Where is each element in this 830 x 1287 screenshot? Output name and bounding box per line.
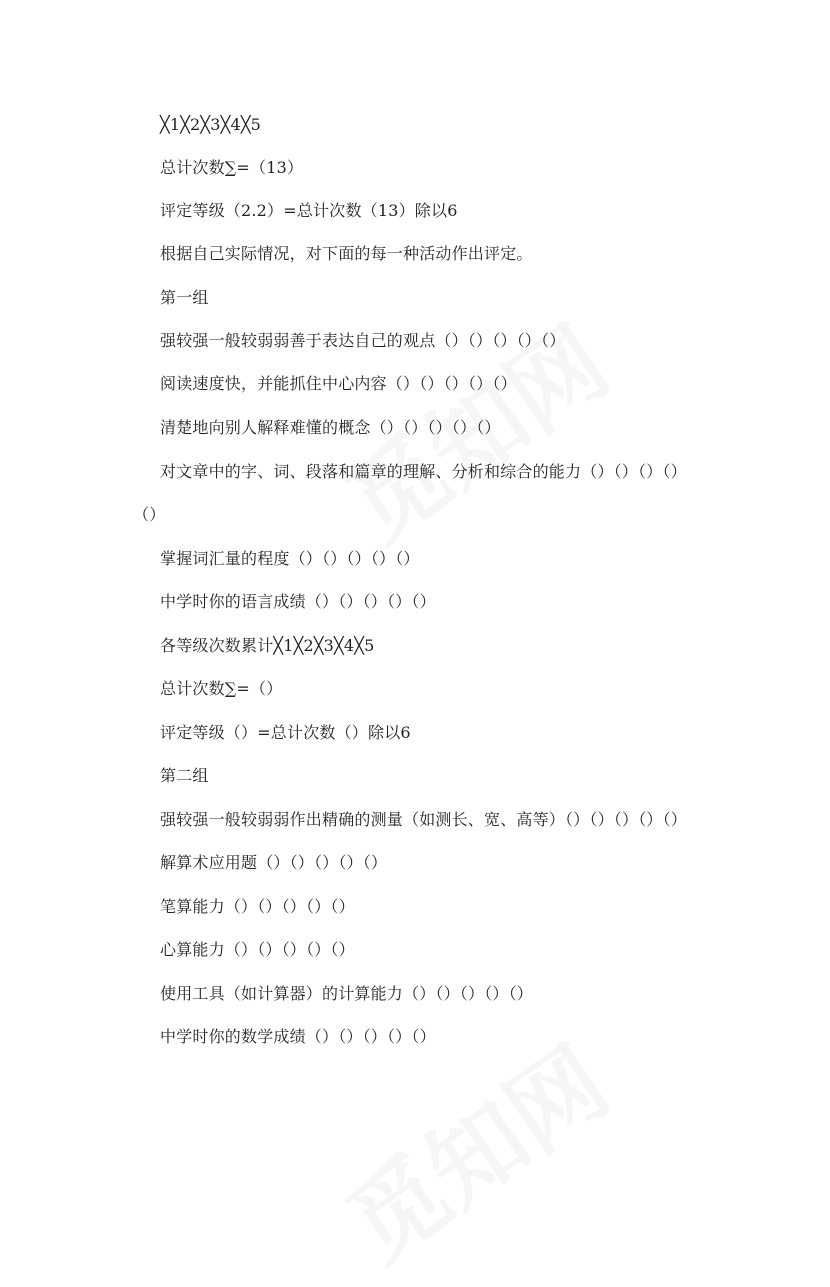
text-line: 总计次数∑=（） (160, 679, 283, 698)
text-line: 强较强一般较弱弱作出精确的测量（如测长、宽、高等）（）（）（）（）（） (160, 810, 688, 829)
text-line: 清楚地向别人解释难懂的概念（）（）（）（）（） (160, 418, 501, 437)
text-line: 对文章中的字、词、段落和篇章的理解、分析和综合的能力（）（）（）（） (160, 462, 687, 481)
text-line: 各等级次数累计╳1╳2╳3╳4╳5 (160, 636, 375, 655)
section-heading: 第二组 (160, 766, 209, 785)
text-line: 根据自己实际情况，对下面的每一种活动作出评定。 (160, 244, 533, 263)
text-line: 中学时你的语言成绩（）（）（）（）（） (160, 592, 436, 611)
text-line: 掌握词汇量的程度（）（）（）（）（） (160, 549, 420, 568)
watermark (317, 1010, 631, 1287)
text-line: 总计次数∑=（13） (160, 158, 304, 177)
text-line: 评定等级（2.2）=总计次数（13）除以6 (160, 201, 458, 220)
text-line: 中学时你的数学成绩（）（）（）（）（） (160, 1027, 436, 1046)
text-line: 阅读速度快，并能抓住中心内容（）（）（）（）（） (160, 374, 517, 393)
text-line: 解算术应用题（）（）（）（）（） (160, 853, 388, 872)
text-line: 笔算能力（）（）（）（）（） (160, 897, 355, 916)
text-line: 强较强一般较弱弱善于表达自己的观点（）（）（）（）（） (160, 331, 566, 350)
text-line: 评定等级（）=总计次数（）除以6 (160, 723, 411, 742)
text-line: 使用工具（如计算器）的计算能力（）（）（）（）（） (160, 984, 534, 1003)
text-line: （） (133, 505, 166, 524)
text-line: 心算能力（）（）（）（）（） (160, 940, 355, 959)
section-heading: 第一组 (160, 288, 209, 307)
text-line: ╳1╳2╳3╳4╳5 (160, 115, 262, 134)
